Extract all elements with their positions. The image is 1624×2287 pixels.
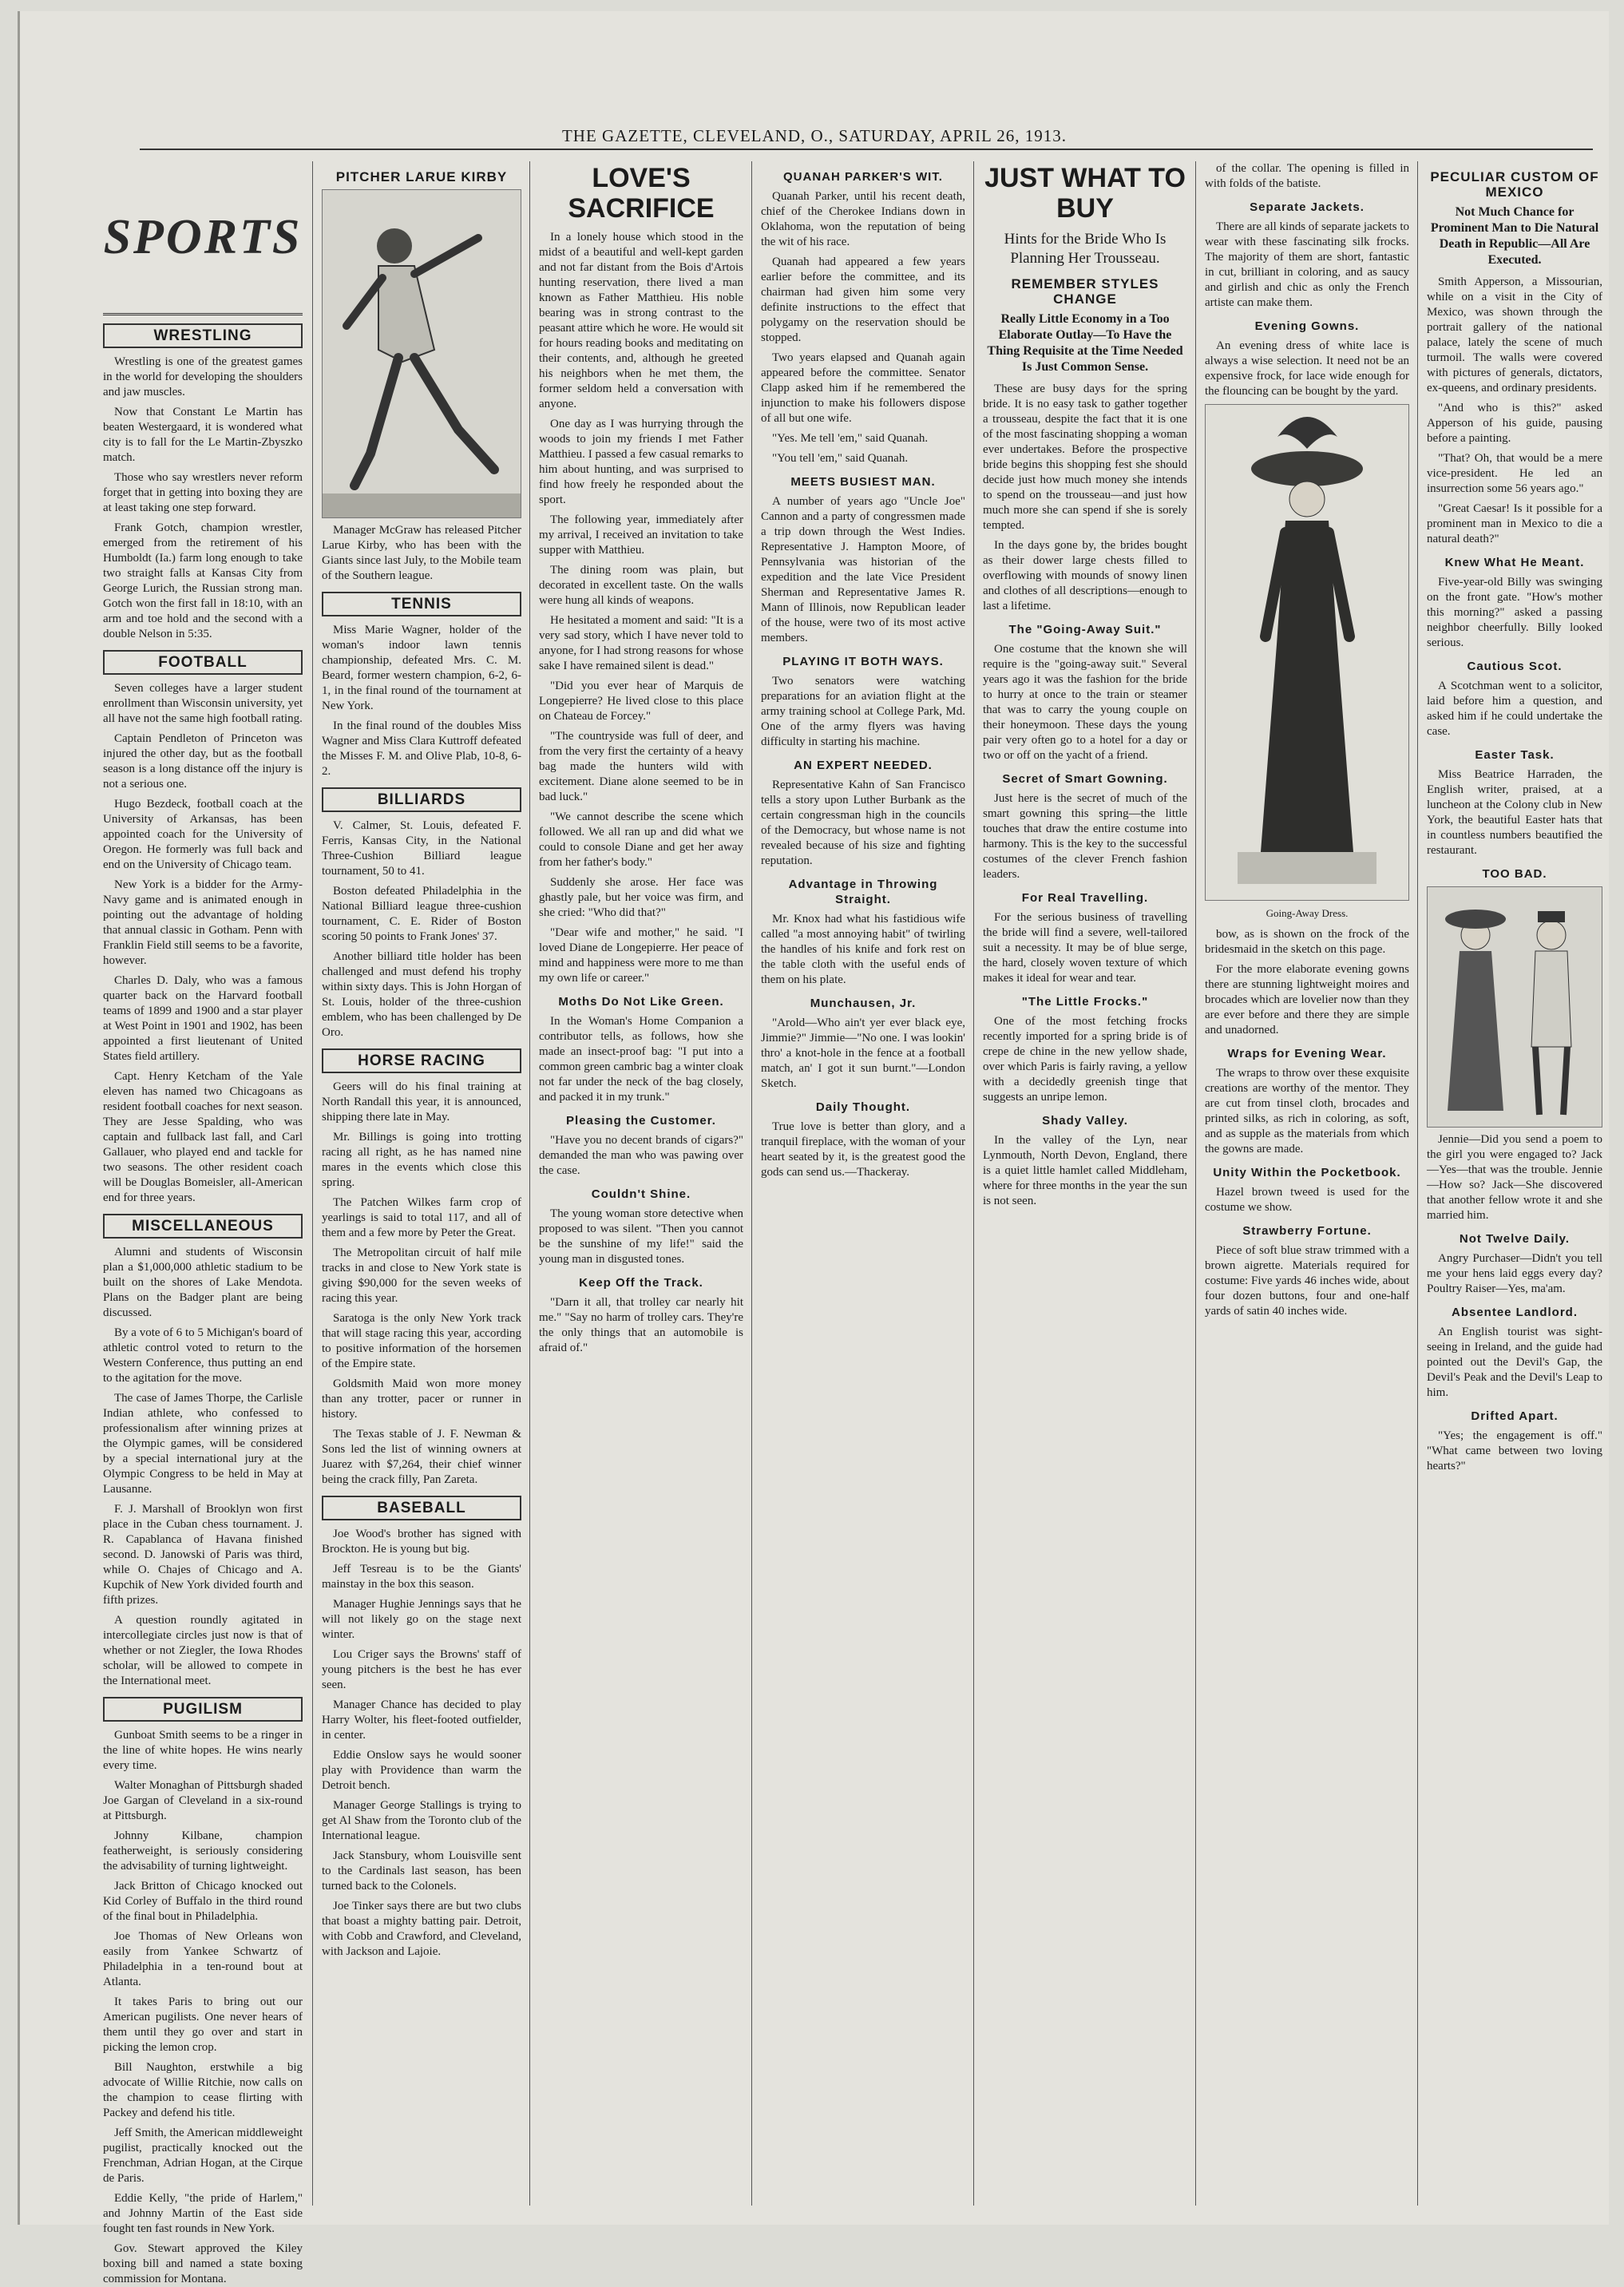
subheading: Secret of Smart Gowning. bbox=[1002, 772, 1168, 786]
fashion-column-2 bbox=[1205, 161, 1409, 2206]
subheading: Pleasing the Customer. bbox=[566, 1114, 716, 1128]
article-paragraph: Bill Naughton, erstwhile a big advocate of Willie Ritchie, now calls on the champion to cease flirting with Packey and defend his title. bbox=[103, 2061, 303, 2119]
column-rule bbox=[312, 161, 313, 2206]
article-paragraph: Smith Apperson, a Missourian, while on a visit in the City of Mexico, was shown through the portrait gallery of the national palace, lately the scene of much turmoil. The walls were covered with pictures of generals, dictators, ex-queens, and ordinary presidents. bbox=[1427, 275, 1602, 394]
subheading: Drifted Apart. bbox=[1471, 1409, 1559, 1423]
figure-caption: Going-Away Dress. bbox=[1266, 907, 1349, 919]
article-paragraph: Mr. Billings is going into trotting racing all right, as he has named nine mares in the events which close this spring. bbox=[322, 1131, 521, 1189]
sports-column bbox=[103, 161, 303, 2285]
article-paragraph: One day as I was hurrying through the woods to join my friends I met Father Matthieu. I passed a few casual remarks to him about hunting, and was surprised to find how freely he responded about the sport. bbox=[539, 418, 743, 506]
article-paragraph: Hazel brown tweed is used for the costume we show. bbox=[1205, 1186, 1409, 1214]
subheading: Knew What He Meant. bbox=[1444, 556, 1585, 569]
article-paragraph: Manager Hughie Jennings says that he will not likely go on the stage next winter. bbox=[322, 1598, 521, 1641]
article-paragraph: The Texas stable of J. F. Newman & Sons led the list of winning owners at Juarez with $7,264, their chief winner being the crack filly, Pan Zareta. bbox=[322, 1428, 521, 1486]
article-paragraph: Johnny Kilbane, champion featherweight, is seriously considering the advisability of turning lightweight. bbox=[103, 1829, 303, 1873]
article-paragraph: Capt. Henry Ketcham of the Yale eleven has named two Chicagoans as resident football coaches for next season. They are Jesse Spalding, who was captain and fullback last fall, and Carl Gallauer, who played end and tackle for two seasons. The other resident coach will be Douglas Bomeisler, all-American end for three years. bbox=[103, 1070, 303, 1204]
article-paragraph: It takes Paris to bring out our American pugilists. One never hears of them until they go over and start in picking the lemon crop. bbox=[103, 1996, 303, 2054]
article-paragraph: "Great Caesar! Is it possible for a prominent man in Mexico to die a natural death?" bbox=[1427, 502, 1602, 545]
article-paragraph: A number of years ago "Uncle Joe" Cannon and a party of congressmen made a trip down through the West Indies. Representative J. Hampton Moore, of Pennsylvania was historian of the expedition and the late Vice President Sherman and Representative James R. Mann of Illinois, now Republican leader of the house, were two of its most active members. bbox=[761, 495, 965, 644]
horse-racing-heading: HORSE RACING bbox=[322, 1048, 521, 1073]
pitcher-photo bbox=[322, 189, 521, 518]
article-paragraph: Captain Pendleton of Princeton was injured the other day, but as the football season is a long distance off the injury is not a serious one. bbox=[103, 732, 303, 791]
fashion-column bbox=[983, 161, 1187, 2206]
article-paragraph: Gov. Stewart approved the Kiley boxing bill and named a state boxing commission for Montana. bbox=[103, 2242, 303, 2285]
article-paragraph: Mr. Knox had what his fastidious wife called "a most annoying habit" of twirling the handles of his knife and fork rest on the table cloth with the useful ends of them on his plate. bbox=[761, 913, 965, 986]
article-paragraph: Five-year-old Billy was swinging on the front gate. "How's mother this morning?" asked a passing neighbor cheerfully. Billy looked serious. bbox=[1427, 576, 1602, 649]
deck-3: Really Little Economy in a Too Elaborate Outlay—To Have the Thing Requisite at the Time Needed Is Just Common Sense. bbox=[987, 312, 1183, 374]
article-paragraph: One costume that the known she will require is the "going-away suit." Several years ago it was the fashion for the bride to hurry at once to the train or steamer that was to carry the young couple on their honeymoon. These days the young pair very often go to a hotel for a day or two or off on the yacht of a friend. bbox=[983, 643, 1187, 762]
article-paragraph: True love is better than glory, and a tranquil fireplace, with the woman of your heart seated by it, is the greatest good the gods can send us.—Thackeray. bbox=[761, 1120, 965, 1179]
article-paragraph: "That? Oh, that would be a mere vice-president. He led an insurrection some 56 years ago." bbox=[1427, 452, 1602, 495]
baseball-heading: BASEBALL bbox=[322, 1496, 521, 1520]
article-paragraph: Jeff Tesreau is to be the Giants' mainstay in the box this season. bbox=[322, 1563, 521, 1591]
article-paragraph: For the more elaborate evening gowns there are stunning lightweight moires and brocades which are lovelier now than they are ever before and there they are simple and unadorned. bbox=[1205, 963, 1409, 1036]
article-paragraph: Walter Monaghan of Pittsburgh shaded Joe Gargan of Cleveland in a six-round at Pittsburgh. bbox=[103, 1779, 303, 1822]
article-paragraph: Manager Chance has decided to play Harry Wolter, his fleet-footed outfielder, in center. bbox=[322, 1698, 521, 1742]
subheading: Unity Within the Pocketbook. bbox=[1213, 1166, 1401, 1179]
deck-2: REMEMBER STYLES CHANGE bbox=[1011, 276, 1159, 307]
sports-column-2 bbox=[322, 161, 521, 2206]
mexico-heading: PECULIAR CUSTOM OF MEXICO bbox=[1430, 169, 1599, 200]
article-paragraph: Saratoga is the only New York track that will stage racing this year, according to positive information of the horsemen of the Empire state. bbox=[322, 1312, 521, 1370]
subheading: Separate Jackets. bbox=[1250, 200, 1365, 214]
article-paragraph: Joe Thomas of New Orleans won easily from Yankee Schwartz of Philadelphia in a ten-round bout at Atlanta. bbox=[103, 1930, 303, 1988]
article-paragraph: Gunboat Smith seems to be a ringer in the line of white hopes. He wins nearly every time. bbox=[103, 1729, 303, 1772]
billiards-heading: BILLIARDS bbox=[322, 787, 521, 812]
fiction-column bbox=[539, 161, 743, 2206]
article-paragraph: The young woman store detective when proposed to was silent. "Then you cannot be the sunshine of my life!" said the young man in disgusted tones. bbox=[539, 1207, 743, 1266]
article-paragraph: Quanah had appeared a few years earlier before the committee, and its chairman had given him some very definite instructions to the effect that polygamy on the reservation should be stopped. bbox=[761, 256, 965, 344]
article-paragraph: "And who is this?" asked Apperson of his guide, pausing before a painting. bbox=[1427, 402, 1602, 445]
article-paragraph: Two senators were watching preparations for an aviation flight at the army training school at College Park, Md. One of the army flyers was having difficulty in starting his machine. bbox=[761, 675, 965, 748]
miscellany-column bbox=[1427, 161, 1602, 2206]
subheading: MEETS BUSIEST MAN. bbox=[790, 475, 936, 489]
pitcher-figure-icon bbox=[323, 190, 521, 517]
column-rule bbox=[751, 161, 752, 2206]
subheading: Not Twelve Daily. bbox=[1459, 1232, 1571, 1246]
article-paragraph: "Have you no decent brands of cigars?" demanded the man who was pawing over the case. bbox=[539, 1134, 743, 1177]
photo-title: PITCHER LARUE KIRBY bbox=[335, 169, 508, 184]
column-rule bbox=[973, 161, 974, 2206]
article-paragraph: In the days gone by, the brides bought as their dower large chests filled to overflowing with mounds of snowy linen and clothes of all descriptions—enough to last a lifetime. bbox=[983, 539, 1187, 612]
article-paragraph: Two years elapsed and Quanah again appeared before the committee. Senator Clapp asked him if he remembered the injunction to make his followers dispose of all but one wife. bbox=[761, 351, 965, 425]
subheading: Strawberry Fortune. bbox=[1242, 1224, 1372, 1238]
article-paragraph: Piece of soft blue straw trimmed with a brown aigrette. Materials required for costume: Five yards 46 inches wide, about four dozen buttons, four and one-half yards of satin 40 inches wide. bbox=[1205, 1244, 1409, 1318]
article-paragraph: Joe Tinker says there are but two clubs that boast a mighty batting pair. Detroit, with Cobb and Crawford, and Cleveland, with Jackson and Lajoie. bbox=[322, 1900, 521, 1958]
subheading: Advantage in Throwing Straight. bbox=[788, 878, 938, 906]
football-heading: FOOTBALL bbox=[103, 650, 303, 675]
article-paragraph: A question roundly agitated in intercollegiate circles just now is that of whether or not Ziegler, the Iowa Rhodes scholar, will be allowed to compete in the International meet. bbox=[103, 1614, 303, 1687]
subheading: Moths Do Not Like Green. bbox=[558, 995, 724, 1009]
article-paragraph: V. Calmer, St. Louis, defeated F. Ferris, Kansas City, in the National Three-Cushion Billiard league tournament, 50 to 41. bbox=[322, 819, 521, 878]
subheading: Cautious Scot. bbox=[1467, 660, 1563, 673]
column-rule bbox=[1417, 161, 1418, 2206]
article-paragraph: Jeff Smith, the American middleweight pugilist, practically knocked out the Frenchman, Adrian Hogan, at the Cirque de Paris. bbox=[103, 2126, 303, 2185]
going-away-dress-illustration bbox=[1205, 404, 1409, 901]
article-paragraph: Now that Constant Le Martin has beaten Westergaard, it is wondered what city is to fall for the Le Martin-Zbyszko match. bbox=[103, 406, 303, 464]
tennis-heading: TENNIS bbox=[322, 592, 521, 616]
article-paragraph: "Arold—Who ain't yer ever black eye, Jimmie?" Jimmie—"No one. I was lookin' thro' a knot-hole in the fence at a football match, an' I got it sun burnt."—London Sketch. bbox=[761, 1017, 965, 1090]
article-paragraph: Alumni and students of Wisconsin plan a $1,000,000 athletic stadium to be built on the shores of Lake Mendota. Plans on the Badger plant are being discussed. bbox=[103, 1246, 303, 1319]
article-paragraph: By a vote of 6 to 5 Michigan's board of athletic control voted to return to the Western Conference, thus putting an end to the agitation for the move. bbox=[103, 1326, 303, 1385]
article-paragraph: An evening dress of white lace is always a wise selection. It need not be an expensive frock, for lace wide enough for the flouncing can be bought by the yard. bbox=[1205, 339, 1409, 398]
article-paragraph: One of the most fetching frocks recently imported for a spring bride is of crepe de chine in the new yellow shade, over which Paris is fairly raving, a yellow with a decidedly greenish tinge that suggests an unripe lemon. bbox=[983, 1015, 1187, 1104]
quanah-heading: QUANAH PARKER'S WIT. bbox=[783, 170, 943, 184]
subheading: Keep Off the Track. bbox=[579, 1276, 703, 1290]
masthead-rule bbox=[140, 149, 1593, 150]
article-paragraph: Wrestling is one of the greatest games in the world for developing the shoulders and jaw muscles. bbox=[103, 355, 303, 398]
deck: Not Much Chance for Prominent Man to Die Natural Death in Republic—All Are Executed. bbox=[1430, 205, 1599, 267]
subheading: Daily Thought. bbox=[815, 1100, 911, 1114]
article-paragraph: Those who say wrestlers never reform forget that in getting into boxing they are at least taking one step forward. bbox=[103, 471, 303, 514]
article-paragraph: The Patchen Wilkes farm crop of yearlings is said to total 117, and all of them and a few more by Peter the Great. bbox=[322, 1196, 521, 1239]
article-paragraph: Jack Britton of Chicago knocked out Kid Corley of Buffalo in the third round of the final bout in Philadelphia. bbox=[103, 1880, 303, 1923]
article-paragraph: Jack Stansbury, whom Louisville sent to the Cardinals last season, has been turned back to the Colonels. bbox=[322, 1849, 521, 1893]
article-paragraph: Geers will do his final training at North Randall this year, it is announced, shipping there late in May. bbox=[322, 1080, 521, 1124]
article-paragraph: Joe Wood's brother has signed with Brockton. He is young but big. bbox=[322, 1528, 521, 1556]
article-paragraph: "Darn it all, that trolley car nearly hit me." "Say no harm of trolley cars. They're the only things that an automobile is afraid of." bbox=[539, 1296, 743, 1354]
article-paragraph: In the Woman's Home Companion a contributor tells, as follows, how she made an insect-proof bag: "I put into a common green cambric bag a winter cloak not far under the neck of the bag closely, and packed it in my trunk." bbox=[539, 1015, 743, 1104]
photo-caption: Manager McGraw has released Pitcher Larue Kirby, who has been with the Giants since last July, to the Mobile team of the Southern league. bbox=[322, 524, 521, 582]
article-paragraph: Miss Beatrice Harraden, the English writer, praised, at a luncheon at the Colony club in New York, the beautiful Easter hats that in countless numbers beautified the restaurant. bbox=[1427, 768, 1602, 857]
article-paragraph: Suddenly she arose. Her face was ghastly pale, but her voice was firm, and she cried: "Who did that?" bbox=[539, 876, 743, 919]
subheading: Easter Task. bbox=[1475, 748, 1555, 762]
article-paragraph: "The countryside was full of deer, and from the very first the certainty of a heavy bag made the hunters wild with excitement. Diane alone seemed to be in bad luck." bbox=[539, 730, 743, 803]
article-paragraph: These are busy days for the spring bride. It is no easy task to gather together a trousseau, despite the fact that it is one of the most fascinating shopping a woman ever undertakes. Before the prospective bride begins this shopping fest she should decide just how much money she intends to spend on the trousseau—and just how much more she can spend if she is sorely tempted. bbox=[983, 382, 1187, 532]
article-paragraph: There are all kinds of separate jackets to wear with these fascinating silk frocks. The majority of them are short, fantastic in cut, brilliant in coloring, and as saucy and girlish and chic as only the French artiste can make them. bbox=[1205, 220, 1409, 309]
article-paragraph: For the serious business of travelling the bride will find a severe, well-tailored suit a necessity. It may be of blue serge, the hard, closely woven texture of which makes it ideal for wear and tear. bbox=[983, 911, 1187, 985]
cartoon-caption: Jennie—Did you send a poem to the girl you were engaged to? Jack—Yes—that was the trouble. Jennie—How so? Jack—She discovered that another fellow wrote it and she married him. bbox=[1427, 1133, 1602, 1222]
subheading: AN EXPERT NEEDED. bbox=[794, 759, 933, 772]
article-paragraph: An English tourist was sight-seeing in Ireland, and the guide had pointed out the Devil's Gap, the Devil's Peak and the Devil's Leap to him. bbox=[1427, 1326, 1602, 1399]
masthead: THE GAZETTE, CLEVELAND, O., SATURDAY, APRIL 26, 1913. bbox=[561, 126, 1067, 145]
dress-figure-icon bbox=[1206, 405, 1408, 900]
deck: Hints for the Bride Who Is Planning Her Trousseau. bbox=[1004, 231, 1167, 267]
subheading: Wraps for Evening Wear. bbox=[1227, 1047, 1387, 1060]
article-paragraph: Quanah Parker, until his recent death, chief of the Cherokee Indians down in Oklahoma, won the reputation of being the wit of his race. bbox=[761, 190, 965, 248]
subheading: PLAYING IT BOTH WAYS. bbox=[782, 655, 944, 668]
subheading: Munchausen, Jr. bbox=[810, 997, 917, 1010]
subheading: Couldn't Shine. bbox=[591, 1187, 691, 1201]
article-paragraph: of the collar. The opening is filled in with folds of the batiste. bbox=[1205, 162, 1409, 190]
article-paragraph: Eddie Kelly, "the pride of Harlem," and Johnny Martin of the East side fought ten fast rounds in New York. bbox=[103, 2192, 303, 2235]
article-paragraph: Another billiard title holder has been challenged and must defend his trophy within sixty days. This is John Horgan of St. Louis, holder of the three-cushion emblem, who has been challenged by De Oro. bbox=[322, 950, 521, 1039]
article-paragraph: New York is a bidder for the Army-Navy game and is animated enough in pointing out the advantage of holding that annual classic in Gotham. Penn with Franklin Field still seems to be a favorite, however. bbox=[103, 878, 303, 967]
article-paragraph: Eddie Onslow says he would sooner play with Providence than warm the Detroit bench. bbox=[322, 1749, 521, 1792]
article-paragraph: In the valley of the Lyn, near Lynmouth, North Devon, England, there is a quiet little hamlet called Middleham, where for three months in the year the sun is not seen. bbox=[983, 1134, 1187, 1207]
article-paragraph: In the final round of the doubles Miss Wagner and Miss Clara Kuttroff defeated the Misses F. M. and Olive Plab, 10-8, 6-2. bbox=[322, 719, 521, 778]
article-paragraph: Angry Purchaser—Didn't you tell me your hens laid eggs every day? Poultry Raiser—Yes, ma'am. bbox=[1427, 1252, 1602, 1295]
just-what-to-buy-heading: JUST WHAT TO BUY bbox=[984, 163, 1186, 224]
article-paragraph: Miss Marie Wagner, holder of the woman's indoor lawn tennis championship, defeated Mrs. C. M. Beard, former western champion, 6-2, 6-1, in the final round of the tournament at New York. bbox=[322, 624, 521, 712]
subheading: "The Little Frocks." bbox=[1021, 995, 1149, 1009]
article-paragraph: Lou Criger says the Browns' staff of young pitchers is the best he has ever seen. bbox=[322, 1648, 521, 1691]
subheading: For Real Travelling. bbox=[1021, 891, 1149, 905]
subheading: Absentee Landlord. bbox=[1451, 1306, 1578, 1319]
article-paragraph: Goldsmith Maid won more money than any trotter, pacer or runner in history. bbox=[322, 1377, 521, 1421]
article-paragraph: bow, as is shown on the frock of the bridesmaid in the sketch on this page. bbox=[1205, 928, 1409, 956]
anecdotes-column bbox=[761, 161, 965, 2206]
article-paragraph: The Metropolitan circuit of half mile tracks in and close to New York state is giving $90,000 for the seven weeks of racing this year. bbox=[322, 1247, 521, 1305]
article-paragraph: Charles D. Daly, who was a famous quarter back on the Harvard football teams of 1899 and 1900 and a star player at West Point in 1901 and 1902, has been appointed a first lieutenant of United States field artillery. bbox=[103, 974, 303, 1063]
article-paragraph: "You tell 'em," said Quanah. bbox=[772, 452, 909, 465]
article-paragraph: "Yes; the engagement is off." "What came between two loving hearts?" bbox=[1427, 1429, 1602, 1472]
cartoon-illustration bbox=[1427, 886, 1602, 1128]
subheading: Shady Valley. bbox=[1042, 1114, 1128, 1128]
miscellaneous-heading: MISCELLANEOUS bbox=[103, 1214, 303, 1239]
article-paragraph: Boston defeated Philadelphia in the National Billiard league three-cushion tournament, C. E. Rider of Boston scoring 50 points to Frank Jones' 37. bbox=[322, 885, 521, 943]
cartoon-title: TOO BAD. bbox=[1482, 867, 1547, 881]
subheading: The "Going-Away Suit." bbox=[1008, 623, 1162, 636]
article-paragraph: Manager George Stallings is trying to get Al Shaw from the Toronto club of the International league. bbox=[322, 1799, 521, 1842]
article-paragraph: "Did you ever hear of Marquis de Longepierre? He lived close to this place on Chateau de Forcey." bbox=[539, 680, 743, 723]
wrestling-heading: WRESTLING bbox=[103, 323, 303, 348]
article-paragraph: The wraps to throw over these exquisite creations are worthy of the mentor. They are cut from tinsel cloth, brocades and printed silks, as rich in coloring, as soft, and as supple as the materials from which the gowns are made. bbox=[1205, 1067, 1409, 1155]
sports-logo: SPORTS bbox=[103, 161, 303, 315]
article-paragraph: F. J. Marshall of Brooklyn won first place in the Cuban chess tournament. J. R. Capablanca of Havana finished second. D. Janowski of Paris was third, while O. Chajes of Chicago and A. Kupchik of New York divided fourth and fifth prizes. bbox=[103, 1503, 303, 1607]
column-rule bbox=[529, 161, 530, 2206]
article-paragraph: The case of James Thorpe, the Carlisle Indian athlete, who confessed to professionalism after winning prizes at the Olympic games, will be considered by a special international jury at the Olympic Congress to be held in May at Lausanne. bbox=[103, 1392, 303, 1496]
article-paragraph: Hugo Bezdeck, football coach at the University of Arkansas, has been appointed coach for the University of Oregon. He formerly was full back and end on the University of Chicago team. bbox=[103, 798, 303, 871]
article-paragraph: Seven colleges have a larger student enrollment than Wisconsin university, yet all have not the same high football rating. bbox=[103, 682, 303, 725]
article-paragraph: Frank Gotch, champion wrestler, emerged from the retirement of his Humboldt (Ia.) farm long enough to take two straight falls at Kansas City from George Lurich, the Russian strong man. Gotch won the first fall in 18:10, with an arm and toe hold and the second with a double Nelson in 5:35. bbox=[103, 521, 303, 640]
newspaper-page bbox=[18, 11, 1609, 2285]
pugilism-heading: PUGILISM bbox=[103, 1697, 303, 1722]
article-paragraph: The following year, immediately after my arrival, I received an invitation to take supper with Matthieu. bbox=[539, 513, 743, 557]
couple-cartoon-icon bbox=[1428, 887, 1602, 1127]
article-paragraph: "Dear wife and mother," he said. "I loved Diane de Longepierre. Her peace of mind and happiness were more to me than my own life or career." bbox=[539, 926, 743, 985]
loves-sacrifice-heading: LOVE'S SACRIFICE bbox=[568, 163, 715, 224]
column-rule bbox=[1195, 161, 1196, 2206]
article-paragraph: The dining room was plain, but decorated in excellent taste. On the walls were hung all kinds of weapons. bbox=[539, 564, 743, 607]
article-paragraph: Representative Kahn of San Francisco tells a story upon Luther Burbank as the certain congressman high in the councils of the Democracy, but whose name is not revealed because of his size and fighting reputation. bbox=[761, 779, 965, 867]
article-paragraph: A Scotchman went to a solicitor, laid before him a question, and asked him if he could undertake the case. bbox=[1427, 680, 1602, 738]
article-paragraph: "Yes. Me tell 'em," said Quanah. bbox=[772, 432, 929, 445]
subheading: Evening Gowns. bbox=[1254, 319, 1360, 333]
article-paragraph: In a lonely house which stood in the midst of a beautiful and well-kept garden and not far distant from the Bois d'Artois hunting reservation, there lived a man known as Father Matthieu. His noble bearing was in strong contrast to the peasant attire which he wore. He would sit for hours reading books and meditating on their contents, and, although he greeted his neighbors when he met them, the former seldom held a conversation with anyone. bbox=[539, 231, 743, 410]
article-paragraph: He hesitated a moment and said: "It is a very sad story, which I have never told to anyone, for I had strong reasons for whose sake I have remained silent is dead." bbox=[539, 614, 743, 672]
article-paragraph: "We cannot describe the scene which followed. We all ran up and did what we could to console Diane and get her away from her father's body." bbox=[539, 811, 743, 869]
article-paragraph: Just here is the secret of much of the smart gowning this spring—the little touches that draw the entire costume into harmony. This is the key to the successful costumes of the clever French fashion leaders. bbox=[983, 792, 1187, 881]
